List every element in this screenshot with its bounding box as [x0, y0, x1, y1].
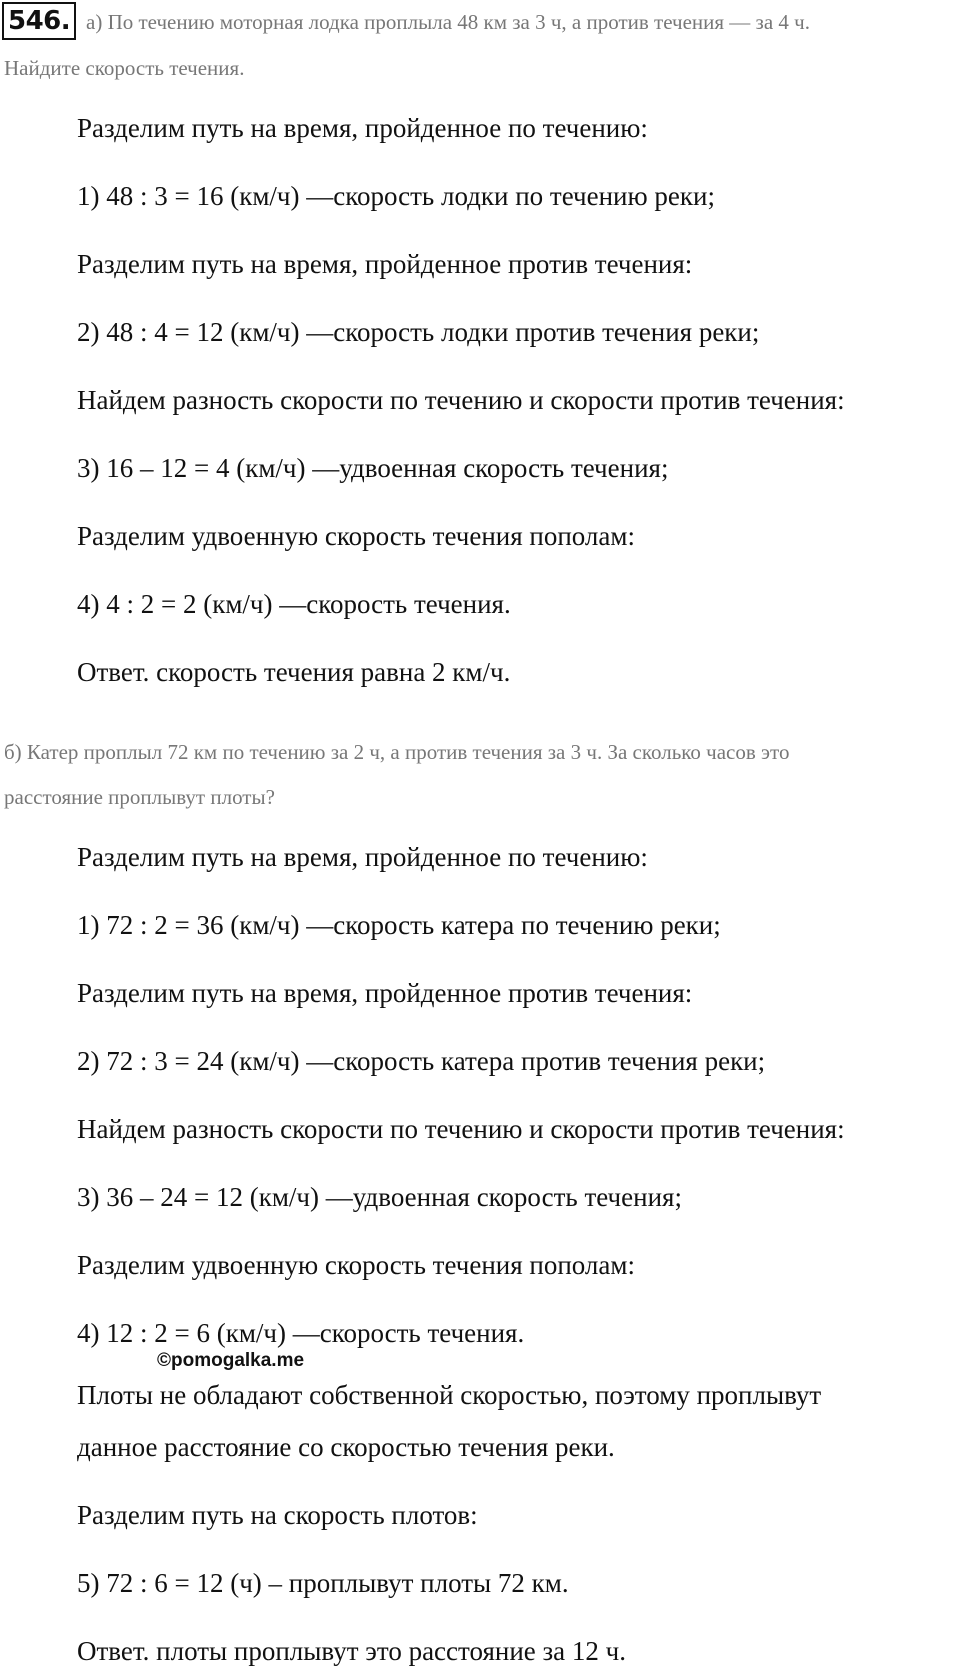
solution-b-line-7: Разделим удвоенную скорость течения пополам:	[77, 1250, 635, 1280]
solution-b-line-9: Плоты не обладают собственной скоростью, поэтому проплывут	[77, 1380, 822, 1410]
solution-a-line-3: Разделим путь на время, пройденное против течения:	[77, 249, 693, 279]
solution-a-line-8: 4) 4 : 2 = 2 (км/ч) —скорость течения.	[77, 589, 511, 619]
task-b-line-2: расстояние проплывут плоты?	[4, 785, 275, 809]
solution-a-line-2: 1) 48 : 3 = 16 (км/ч) —скорость лодки по течению реки;	[77, 181, 715, 211]
problem-number: 546.	[2, 2, 76, 40]
solution-b-line-11: Разделим путь на скорость плотов:	[77, 1500, 478, 1530]
answer-b: Ответ. плоты проплывут это расстояние за 12 ч.	[77, 1636, 626, 1666]
solution-a-line-5: Найдем разность скорости по течению и скорости против течения:	[77, 385, 845, 415]
answer-a: Ответ. скорость течения равна 2 км/ч.	[77, 657, 511, 687]
solution-b-line-6: 3) 36 – 24 = 12 (км/ч) —удвоенная скорость течения;	[77, 1182, 682, 1212]
solution-b-line-4: 2) 72 : 3 = 24 (км/ч) —скорость катера против течения реки;	[77, 1046, 766, 1076]
solution-a-line-1: Разделим путь на время, пройденное по течению:	[77, 113, 648, 143]
task-a-line-1: а) По течению моторная лодка проплыла 48 км за 3 ч, а против течения — за 4 ч.	[86, 10, 810, 34]
solution-a-line-6: 3) 16 – 12 = 4 (км/ч) —удвоенная скорость течения;	[77, 453, 669, 483]
solution-b-line-8: 4) 12 : 2 = 6 (км/ч) —скорость течения.	[77, 1318, 525, 1348]
task-b-line-1: б) Катер проплыл 72 км по течению за 2 ч, а против течения за 3 ч. За сколько часов это	[4, 740, 790, 764]
watermark: ©pomogalka.me	[157, 1350, 305, 1371]
task-a-line-2: Найдите скорость течения.	[4, 56, 245, 80]
solution-b-line-12: 5) 72 : 6 = 12 (ч) – проплывут плоты 72 км.	[77, 1568, 569, 1598]
solution-b-line-1: Разделим путь на время, пройденное по течению:	[77, 842, 648, 872]
solution-a-line-4: 2) 48 : 4 = 12 (км/ч) —скорость лодки против течения реки;	[77, 317, 760, 347]
solution-b-line-2: 1) 72 : 2 = 36 (км/ч) —скорость катера по течению реки;	[77, 910, 721, 940]
solution-b-line-5: Найдем разность скорости по течению и скорости против течения:	[77, 1114, 845, 1144]
solution-a-line-7: Разделим удвоенную скорость течения пополам:	[77, 521, 635, 551]
solution-b-line-3: Разделим путь на время, пройденное против течения:	[77, 978, 693, 1008]
solution-b-line-10: данное расстояние со скоростью течения реки.	[77, 1432, 615, 1462]
